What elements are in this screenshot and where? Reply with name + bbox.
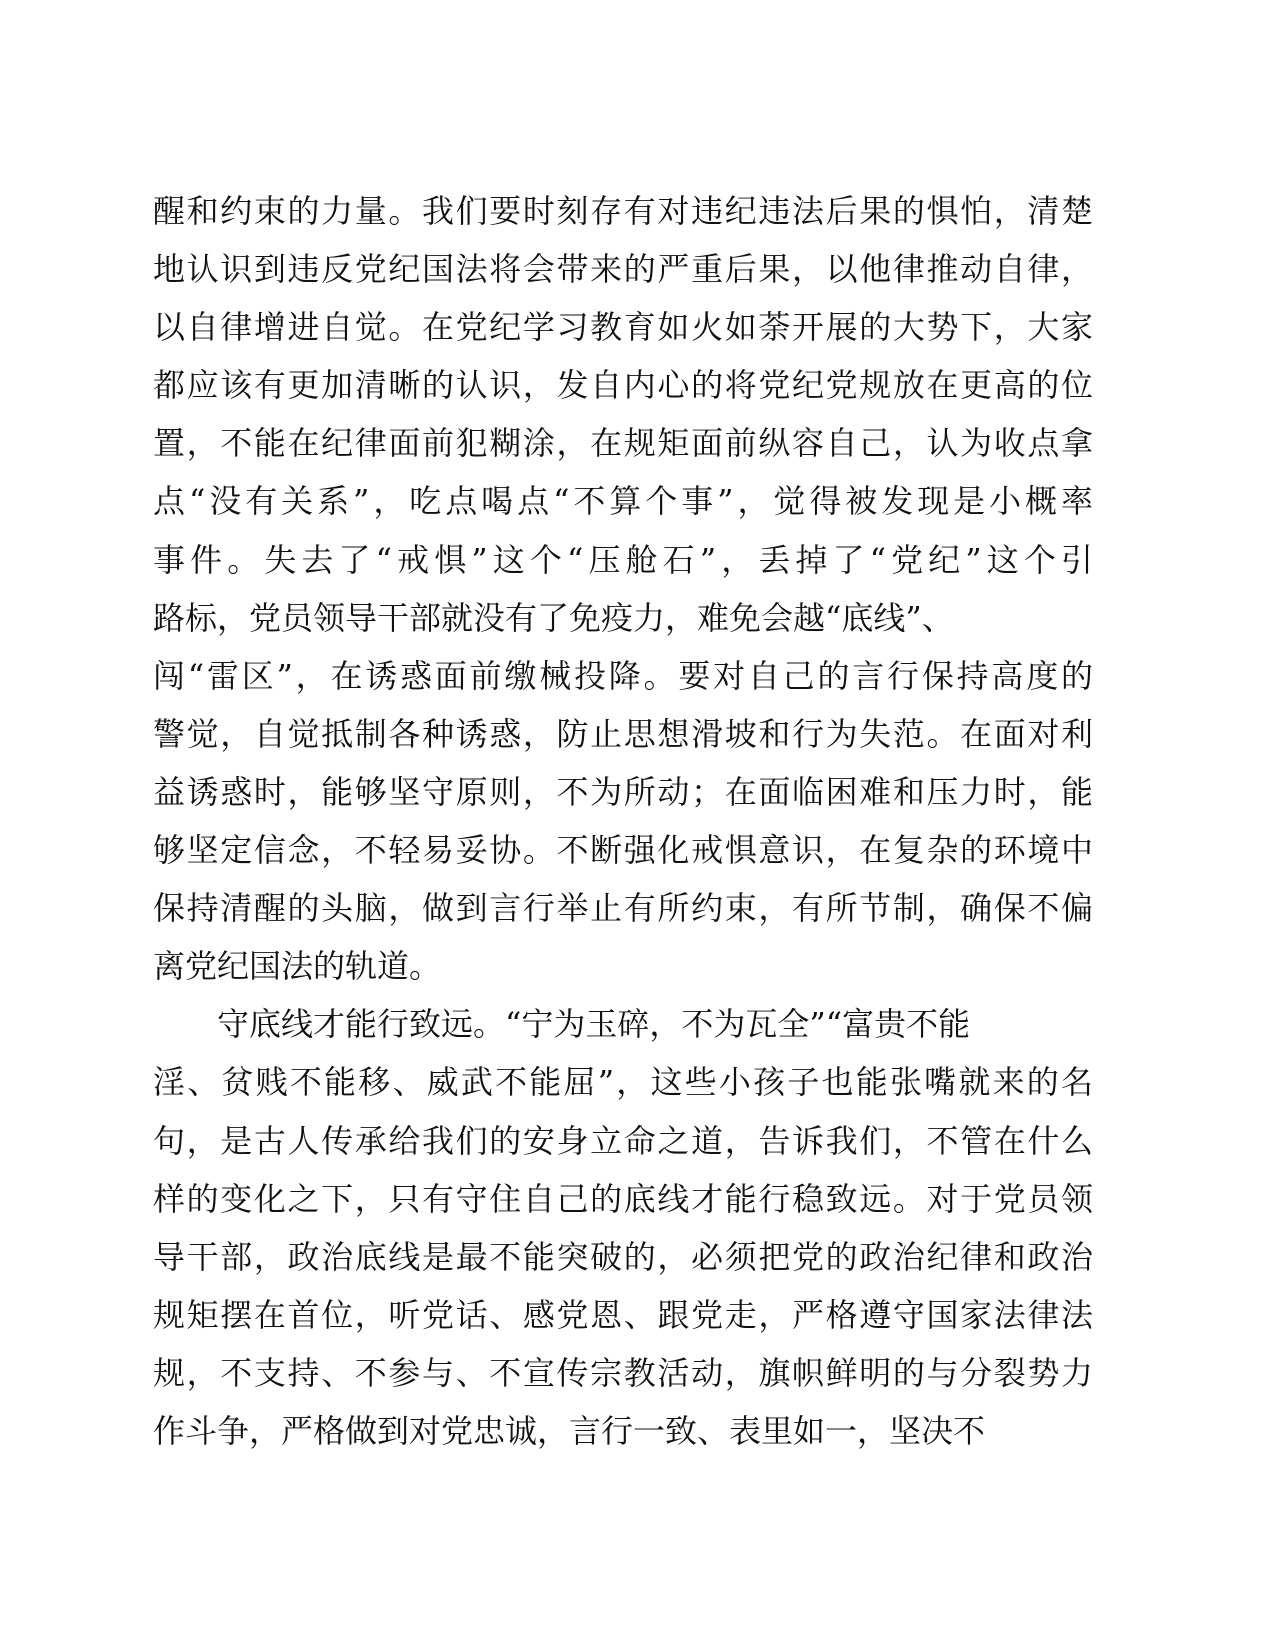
text-line: 作斗争，严格做到对党忠诚，言行一致、表里如一，坚决不 <box>153 1411 986 1450</box>
text-line: 够坚定信念，不轻易妥协。不断强化戒惧意识，在复杂的环境中 <box>153 831 1093 870</box>
text-line: 益诱惑时，能够坚守原则，不为所动；在面临困难和压力时，能 <box>153 772 1093 811</box>
text-line: 淫、贫贱不能移、威武不能屈”，这些小孩子也能张嘴就来的名 <box>153 1063 1093 1102</box>
text-line: 句，是古人传承给我们的安身立命之道，告诉我们，不管在什么 <box>153 1121 1093 1160</box>
text-line: 事件。失去了“戒惧”这个“压舱石”，丢掉了“党纪”这个引 <box>153 540 1093 579</box>
text-line: 导干部，政治底线是最不能突破的，必须把党的政治纪律和政治 <box>153 1237 1093 1276</box>
text-line: 地认识到违反党纪国法将会带来的严重后果，以他律推动自律， <box>153 250 1093 289</box>
text-line: 规，不支持、不参与、不宣传宗教活动，旗帜鲜明的与分裂势力 <box>153 1353 1093 1392</box>
text-line: 规矩摆在首位，听党话、感党恩、跟党走，严格遵守国家法律法 <box>153 1295 1093 1334</box>
text-line: 警觉，自觉抵制各种诱惑，防止思想滑坡和行为失范。在面对利 <box>153 714 1093 753</box>
text-line: 离党纪国法的轨道。 <box>153 947 442 986</box>
text-line: 保持清醒的头脑，做到言行举止有所约束，有所节制，确保不偏 <box>153 889 1093 928</box>
text-line: 点“没有关系”，吃点喝点“不算个事”，觉得被发现是小概率 <box>153 482 1093 521</box>
text-line: 都应该有更加清晰的认识，发自内心的将党纪党规放在更高的位 <box>153 366 1093 405</box>
text-line: 以自律增进自觉。在党纪学习教育如火如荼开展的大势下，大家 <box>153 308 1093 347</box>
paragraph-start-line: 守底线才能行致远。“宁为玉碎，不为瓦全”“富贵不能 <box>217 1005 971 1044</box>
text-line: 醒和约束的力量。我们要时刻存有对违纪违法后果的惧怕，清楚 <box>153 192 1093 230</box>
text-line: 置，不能在纪律面前犯糊涂，在规矩面前纵容自己，认为收点拿 <box>153 424 1093 463</box>
text-line: 样的变化之下，只有守住自己的底线才能行稳致远。对于党员领 <box>153 1179 1093 1218</box>
text-line: 路标，党员领导干部就没有了免疫力，难免会越“底线”、 <box>153 598 954 637</box>
body-text <box>153 182 1093 1460</box>
text-line: 闯“雷区”，在诱惑面前缴械投降。要对自己的言行保持高度的 <box>153 656 1093 695</box>
